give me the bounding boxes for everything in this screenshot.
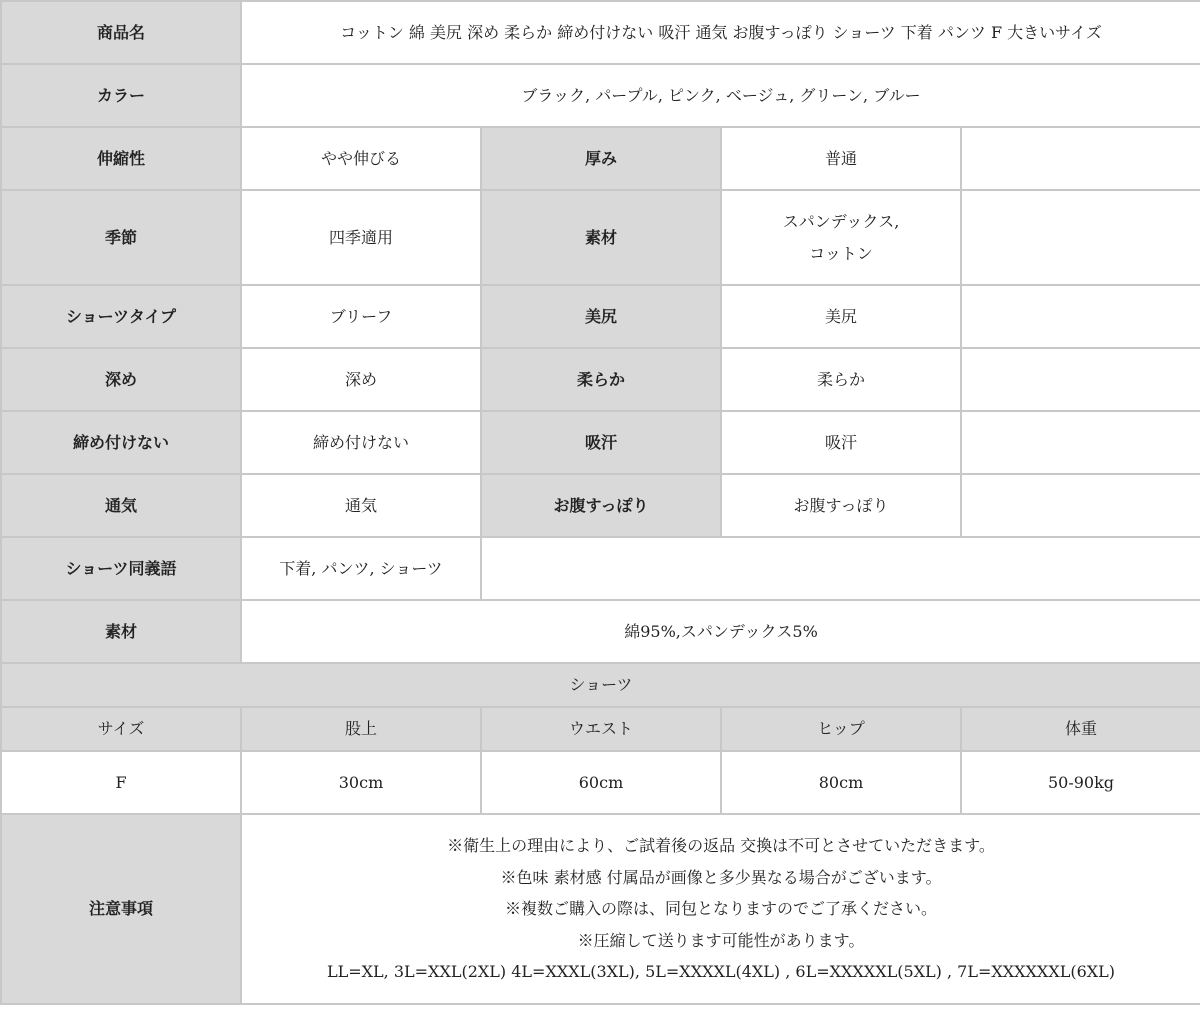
synonyms-row	[1, 537, 1200, 600]
size-header-row	[1, 707, 1200, 751]
attribute-label: 美尻	[481, 285, 721, 348]
size-cell: 80cm	[721, 751, 961, 814]
attribute-label: 締め付けない	[1, 411, 241, 474]
attribute-value	[721, 190, 961, 285]
attribute-value: 締め付けない	[241, 411, 481, 474]
size-cell: 30cm	[241, 751, 481, 814]
attribute-value: 柔らか	[721, 348, 961, 411]
size-header: サイズ	[1, 707, 241, 751]
attribute-label: 深め	[1, 348, 241, 411]
attribute-label: 通気	[1, 474, 241, 537]
attribute-value: 深め	[241, 348, 481, 411]
attribute-row	[1, 411, 1200, 474]
attribute-value: やや伸びる	[241, 127, 481, 190]
material-label: 素材	[1, 600, 241, 663]
notes-line: ※衛生上の理由により、ご試着後の返品 交換は不可とさせていただきます。	[447, 836, 995, 856]
attribute-value-line: コットン	[809, 243, 873, 263]
attribute-value: 吸汗	[721, 411, 961, 474]
notes-line: ※複数ご購入の際は、同包となりますのでご了承ください。	[505, 899, 938, 919]
empty-cell	[481, 537, 1200, 600]
notes-content	[241, 814, 1200, 1004]
size-table-title: ショーツ	[1, 663, 1200, 707]
notes-label: 注意事項	[1, 814, 241, 1004]
attribute-label: 柔らか	[481, 348, 721, 411]
size-header: 股上	[241, 707, 481, 751]
synonyms-value: 下着, パンツ, ショーツ	[241, 537, 481, 600]
attribute-label: 厚み	[481, 127, 721, 190]
color-row	[1, 64, 1200, 127]
attribute-row	[1, 285, 1200, 348]
attribute-row	[1, 474, 1200, 537]
product-name-label: 商品名	[1, 1, 241, 64]
empty-cell	[961, 285, 1200, 348]
empty-cell	[961, 411, 1200, 474]
product-name-value: コットン 綿 美尻 深め 柔らか 締め付けない 吸汗 通気 お腹すっぽり ショーツ 下着 パンツ F 大きいサイズ	[241, 1, 1200, 64]
attribute-row	[1, 127, 1200, 190]
attribute-label: 季節	[1, 190, 241, 285]
attribute-value: 普通	[721, 127, 961, 190]
attribute-label: 伸縮性	[1, 127, 241, 190]
notes-line: ※圧縮して送ります可能性があります。	[577, 930, 865, 950]
synonyms-label: ショーツ同義語	[1, 537, 241, 600]
attribute-value-line: スパンデックス,	[782, 211, 900, 231]
attribute-value: 美尻	[721, 285, 961, 348]
empty-cell	[961, 127, 1200, 190]
size-header: ヒップ	[721, 707, 961, 751]
attribute-label: お腹すっぽり	[481, 474, 721, 537]
attribute-row	[1, 190, 1200, 285]
notes-row	[1, 814, 1200, 1004]
product-name-row	[1, 1, 1200, 64]
attribute-label: ショーツタイプ	[1, 285, 241, 348]
attribute-value: お腹すっぽり	[721, 474, 961, 537]
size-header: 体重	[961, 707, 1200, 751]
size-table-title-row	[1, 663, 1200, 707]
empty-cell	[961, 348, 1200, 411]
attribute-row	[1, 348, 1200, 411]
empty-cell	[961, 474, 1200, 537]
notes-line: ※色味 素材感 付属品が画像と多少異なる場合がございます。	[500, 867, 942, 887]
size-cell: F	[1, 751, 241, 814]
notes-line: LL=XL, 3L=XXL(2XL) 4L=XXXL(3XL), 5L=XXXXL(4XL) , 6L=XXXXXL(5XL) , 7L=XXXXXXL(6XL)	[327, 962, 1116, 982]
material-row	[1, 600, 1200, 663]
attribute-value: 四季適用	[241, 190, 481, 285]
attribute-label: 吸汗	[481, 411, 721, 474]
size-cell: 60cm	[481, 751, 721, 814]
color-value: ブラック, パープル, ピンク, ベージュ, グリーン, ブルー	[241, 64, 1200, 127]
attribute-value: ブリーフ	[241, 285, 481, 348]
attribute-value: 通気	[241, 474, 481, 537]
size-header: ウエスト	[481, 707, 721, 751]
material-value: 綿95%,スパンデックス5%	[241, 600, 1200, 663]
size-row	[1, 751, 1200, 814]
attribute-label: 素材	[481, 190, 721, 285]
color-label: カラー	[1, 64, 241, 127]
size-cell: 50-90kg	[961, 751, 1200, 814]
empty-cell	[961, 190, 1200, 285]
